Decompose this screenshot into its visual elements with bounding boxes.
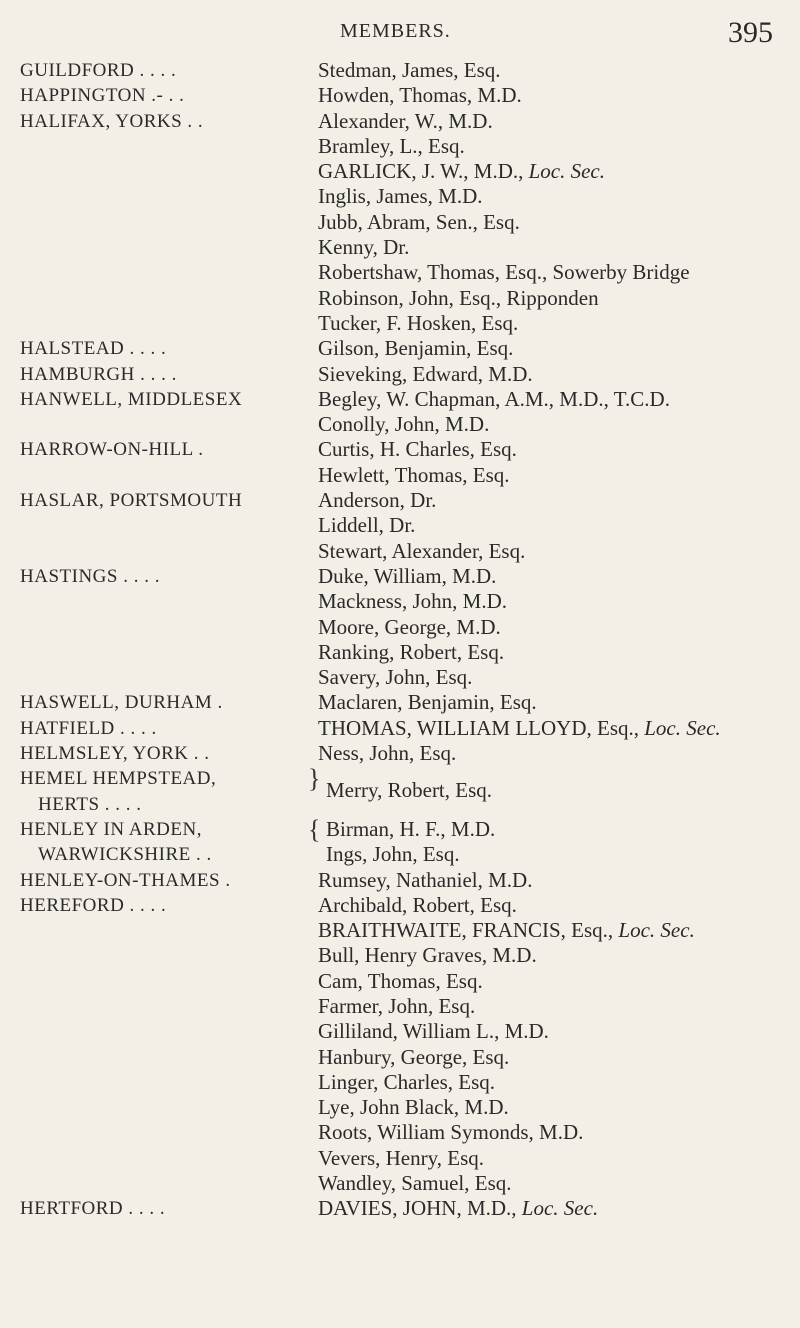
member-name: GARLICK, J. W., M.D., Loc. Sec. [318,159,606,184]
member-names [318,362,800,387]
member-name: Roots, William Symonds, M.D. [318,1120,584,1145]
member-name: Stedman, James, Esq. [318,58,501,82]
member-names [318,716,800,741]
place-name: HAPPINGTON .- . . [20,85,185,107]
brace-icon: { [308,814,321,844]
member-name: Jubb, Abram, Sen., Esq. [318,209,520,234]
place-name: HAMBURGH . . . . [20,363,177,385]
entry-hanwell [0,387,800,438]
place-name: HATFIELD . . . . [20,717,157,739]
member-names [318,437,800,488]
place-name: HANWELL, MIDDLESEX [20,388,243,410]
place-name: HASLAR, PORTSMOUTH [20,490,243,512]
place-name: HASTINGS . . . . [20,565,160,587]
member-name: Anderson, Dr. [318,488,437,513]
entry-guildford [0,58,800,83]
member-name: Lye, John Black, M.D. [318,1095,509,1120]
member-name-local-secretary: THOMAS, WILLIAM LLOYD, Esq., Loc. Sec. [318,715,721,740]
brace-icon: } [308,764,321,794]
member-name: Liddell, Dr. [318,513,416,538]
member-name: Farmer, John, Esq. [318,993,476,1018]
member-name: Sieveking, Edward, M.D. [318,361,533,386]
member-name: Inglis, James, M.D. [318,184,483,209]
member-name: Mackness, John, M.D. [318,589,507,614]
member-name: Conolly, John, M.D. [318,412,490,437]
member-name: Hewlett, Thomas, Esq. [318,462,510,487]
page-header [0,14,800,54]
member-name-local-secretary: BRAITHWAITE, FRANCIS, Esq., Loc. Sec. [318,918,695,943]
member-name: Archibald, Robert, Esq. [318,892,517,917]
member-name: Maclaren, Benjamin, Esq. [318,690,537,715]
member-name: Savery, John, Esq. [318,665,473,690]
member-names [326,766,800,803]
place-name: HALIFAX, YORKS . . [20,110,204,132]
member-names [318,488,800,564]
member-name: Robinson, John, Esq., Ripponden [318,285,599,310]
entry-hamburgh [0,362,800,387]
member-name: Curtis, H. Charles, Esq. [318,437,517,462]
member-name: Bull, Henry Graves, M.D. [318,943,537,968]
member-name: Linger, Charles, Esq. [318,1069,496,1094]
entry-halifax [0,109,800,337]
member-names [318,83,800,108]
entry-helmsley [0,741,800,766]
place-name: HENLEY IN ARDEN, WARWICKSHIRE . . [20,818,212,866]
member-name-local-secretary: DAVIES, JOHN, M.D., Loc. Sec. [318,1196,599,1221]
member-name: Ness, John, Esq. [318,741,457,766]
entry-hertford [0,1196,800,1221]
member-name: Birman, H. F., M.D. [326,816,496,841]
member-name: Robertshaw, Thomas, Esq., Sowerby Bridge [318,260,690,285]
place-name: HELMSLEY, YORK . . [20,743,210,765]
member-names [318,336,800,361]
place-name: HEREFORD . . . . [20,894,167,916]
entry-henley-on-thames [0,868,800,893]
member-names [318,690,800,715]
member-name: Rumsey, Nathaniel, M.D. [318,867,533,892]
running-title: MEMBERS. [340,20,451,42]
member-name: Wandley, Samuel, Esq. [318,1171,512,1196]
member-name: Stewart, Alexander, Esq. [318,538,526,563]
member-name: Begley, W. Chapman, A.M., M.D., T.C.D. [318,386,670,411]
member-names [318,868,800,893]
member-name: Ranking, Robert, Esq. [318,639,505,664]
entry-hastings [0,564,800,690]
member-name: Moore, George, M.D. [318,614,501,639]
place-name: HALSTEAD . . . . [20,338,167,360]
entry-harrow [0,437,800,488]
member-names [318,387,800,438]
member-name: Hanbury, George, Esq. [318,1044,510,1069]
member-name: Kenny, Dr. [318,235,410,260]
entry-haslar [0,488,800,564]
member-name: Vevers, Henry, Esq. [318,1145,485,1170]
entry-happington [0,83,800,108]
member-name: Duke, William, M.D. [318,563,497,588]
member-names [318,564,800,690]
member-names [318,741,800,766]
member-name: Gilliland, William L., M.D. [318,1019,549,1044]
member-name: Tucker, F. Hosken, Esq. [318,310,519,335]
member-names [318,58,800,83]
place-name: HENLEY-ON-THAMES . [20,869,231,891]
member-name: Gilson, Benjamin, Esq. [318,336,514,361]
member-name: Ings, John, Esq. [326,842,460,867]
member-names [318,1196,800,1221]
member-names [318,109,800,337]
member-name: Howden, Thomas, M.D. [318,83,522,108]
member-name: Merry, Robert, Esq. [326,778,493,803]
entry-hatfield [0,716,800,741]
member-name: Bramley, L., Esq. [318,133,465,158]
member-list [0,58,800,1222]
place-name: GUILDFORD . . . . [20,60,177,81]
member-names [318,893,800,1197]
entry-hereford [0,893,800,1197]
place-name: HERTFORD . . . . [20,1198,166,1220]
place-name: HASWELL, DURHAM . [20,692,223,714]
entry-hemel-hempstead [0,766,800,817]
place-name: HARROW-ON-HILL . [20,439,204,461]
entry-henley-in-arden [0,814,800,868]
entry-halstead [0,336,800,361]
page-number: 395 [728,16,773,49]
entry-haswell [0,690,800,715]
member-names [326,817,800,868]
member-name: Alexander, W., M.D. [318,108,493,133]
place-name: HEMEL HEMPSTEAD, HERTS . . . . [20,768,217,815]
member-name: Cam, Thomas, Esq. [318,968,483,993]
